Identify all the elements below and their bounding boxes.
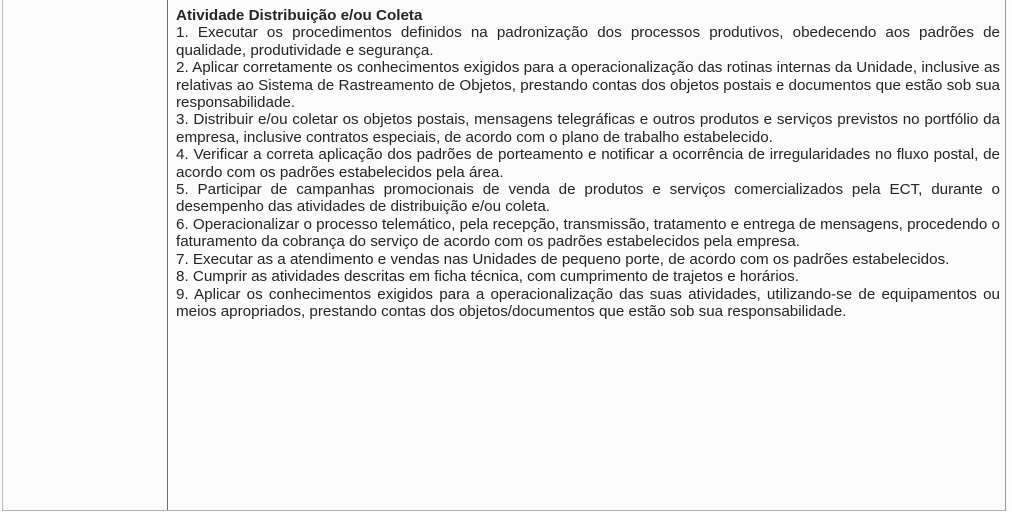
list-item-5: 5. Participar de campanhas promocionais de venda de produtos e serviços comercializados pela ECT, durante o desempenho das atividades de distribuição e/ou coleta. (176, 181, 1000, 216)
list-item-2: 2. Aplicar corretamente os conhecimentos exigidos para a operacionalização das rotinas internas da Unidade, inclusive as relativas ao Sistema de Rastreamento de Objetos, prestando contas dos objetos postais e documentos que estão sob sua responsabilidade. (176, 59, 1000, 112)
table-left-cell (2, 0, 168, 510)
table-frame (2, 0, 1006, 511)
list-item-8: 8. Cumprir as atividades descritas em ficha técnica, com cumprimento de trajetos e horários. (176, 268, 799, 286)
list-item-4: 4. Verificar a correta aplicação dos padrões de porteamento e notificar a ocorrência de irregularidades no fluxo postal, de acordo com os padrões estabelecidos pela área. (176, 146, 1000, 181)
list-item-3: 3. Distribuir e/ou coletar os objetos postais, mensagens telegráficas e outros produtos e serviços previstos no portfólio da empresa, inclusive contratos especiais, de acordo com o plano de trabalho estabelecido. (176, 111, 1000, 146)
activity-content (176, 7, 1000, 320)
table-right-cell (168, 0, 1006, 510)
list-item-1: 1. Executar os procedimentos definidos na padronização dos processos produtivos, obedecendo aos padrões de qualidade, produtividade e segurança. (176, 24, 1000, 59)
section-heading: Atividade Distribuição e/ou Coleta (176, 7, 423, 24)
list-item-6: 6. Operacionalizar o processo telemático, pela recepção, transmissão, tratamento e entrega de mensagens, procedendo o faturamento da cobrança do serviço de acordo com os padrões estabelecidos pela empresa. (176, 215, 1000, 251)
list-item-9: 9. Aplicar os conhecimentos exigidos para a operacionalização das suas atividades, utilizando-se de equipamentos ou meios apropriados, prestando contas dos objetos/documentos que estão sob sua responsabilidade. (176, 285, 1000, 320)
list-item-7: 7. Executar as a atendimento e vendas nas Unidades de pequeno porte, de acordo com os padrões estabelecidos. (176, 250, 950, 268)
